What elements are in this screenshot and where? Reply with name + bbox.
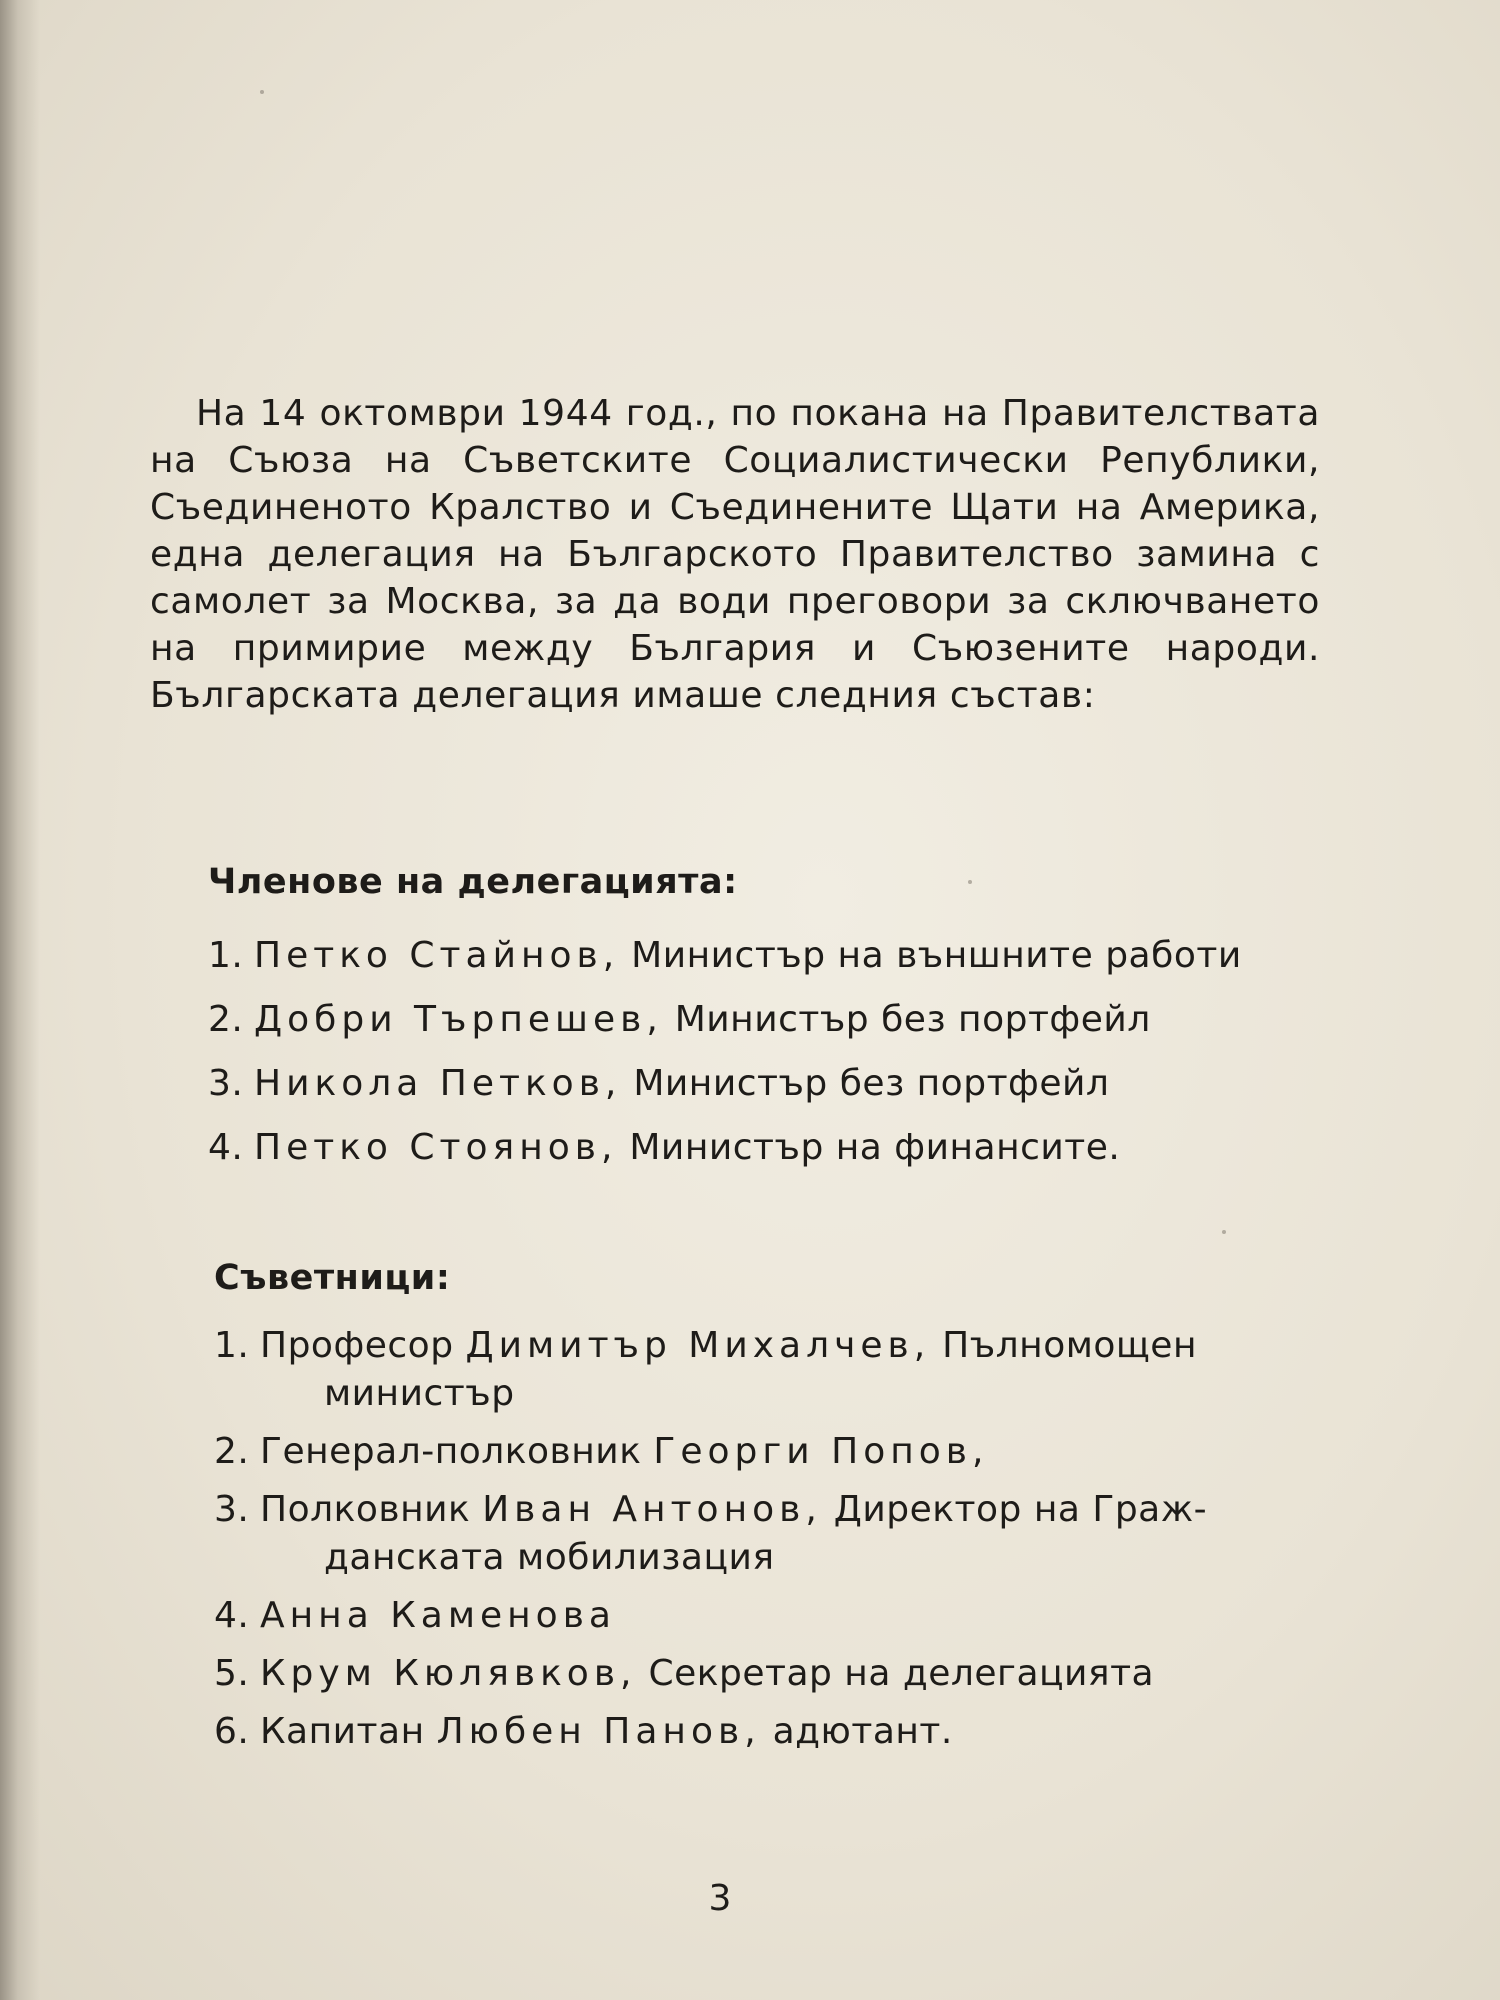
page-gutter-shadow: [0, 0, 40, 2000]
adviser-role: Пълномощен: [942, 1325, 1197, 1366]
page-number: 3: [708, 1878, 732, 1919]
advisers-list: [214, 1322, 1334, 1766]
adviser-title: Професор: [260, 1325, 454, 1366]
adviser-role: Секретар на делегацията: [648, 1653, 1155, 1694]
member-name: Добри Търпешев,: [254, 999, 663, 1040]
item-number: 3.: [208, 1063, 244, 1104]
adviser-title: Генерал-полковник: [260, 1431, 642, 1472]
item-number: 1.: [214, 1325, 250, 1366]
adviser-name: Анна Каменова: [260, 1595, 616, 1636]
adviser-role: адютант.: [772, 1711, 953, 1752]
advisers-heading: Съветници:: [214, 1258, 451, 1298]
item-number: 4.: [214, 1595, 250, 1636]
adviser-name: Любен Панов,: [436, 1711, 761, 1752]
member-name: Петко Стоянов,: [254, 1127, 618, 1168]
item-number: 2.: [214, 1431, 250, 1472]
list-item: [214, 1650, 1334, 1698]
adviser-name: Димитър Михалчев,: [465, 1325, 931, 1366]
member-name: Никола Петков,: [254, 1063, 622, 1104]
intro-paragraph: На 14 октомври 1944 год., по покана на Правителствата на Съюза на Съветските Социалистически Републики, Съединеното Кралство и Съединените Щати на Америка, една делегация на Българското Правителство замина с самолет за Москва, за да води преговори за сключването на примирие между България и Съюзените народи. Българската делегация имаше следния състав:: [150, 393, 1320, 716]
list-item: [208, 932, 1328, 996]
list-item: [214, 1428, 1334, 1476]
list-item: [214, 1486, 1334, 1582]
list-item: [214, 1322, 1334, 1418]
member-role: Министър без портфейл: [633, 1063, 1110, 1104]
adviser-role-continuation: министър: [324, 1373, 515, 1414]
item-number: 3.: [214, 1489, 250, 1530]
list-item: [214, 1708, 1334, 1756]
item-number: 4.: [208, 1127, 244, 1168]
list-item: [208, 996, 1328, 1060]
paper-speck: [260, 90, 264, 94]
member-role: Министър без портфейл: [674, 999, 1151, 1040]
adviser-role-continuation: данската мобилизация: [324, 1537, 775, 1578]
list-item: [208, 1124, 1328, 1188]
adviser-title: Капитан: [260, 1711, 425, 1752]
paper-speck: [1222, 1230, 1226, 1234]
adviser-name: Георги Попов,: [653, 1431, 989, 1472]
members-heading: Членове на делегацията:: [208, 862, 738, 902]
adviser-name: Иван Антонов,: [482, 1489, 822, 1530]
item-number: 5.: [214, 1653, 250, 1694]
member-name: Петко Стайнов,: [254, 935, 620, 976]
list-item: [214, 1592, 1334, 1640]
member-role: Министър на външните работи: [631, 935, 1242, 976]
adviser-name: Крум Кюлявков,: [260, 1653, 637, 1694]
item-number: 6.: [214, 1711, 250, 1752]
members-list: [208, 932, 1328, 1188]
adviser-role: Директор на Граж-: [833, 1489, 1208, 1530]
adviser-title: Полковник: [260, 1489, 471, 1530]
paper-speck: [968, 880, 972, 884]
item-number: 1.: [208, 935, 244, 976]
member-role: Министър на финансите.: [629, 1127, 1121, 1168]
item-number: 2.: [208, 999, 244, 1040]
list-item: [208, 1060, 1328, 1124]
